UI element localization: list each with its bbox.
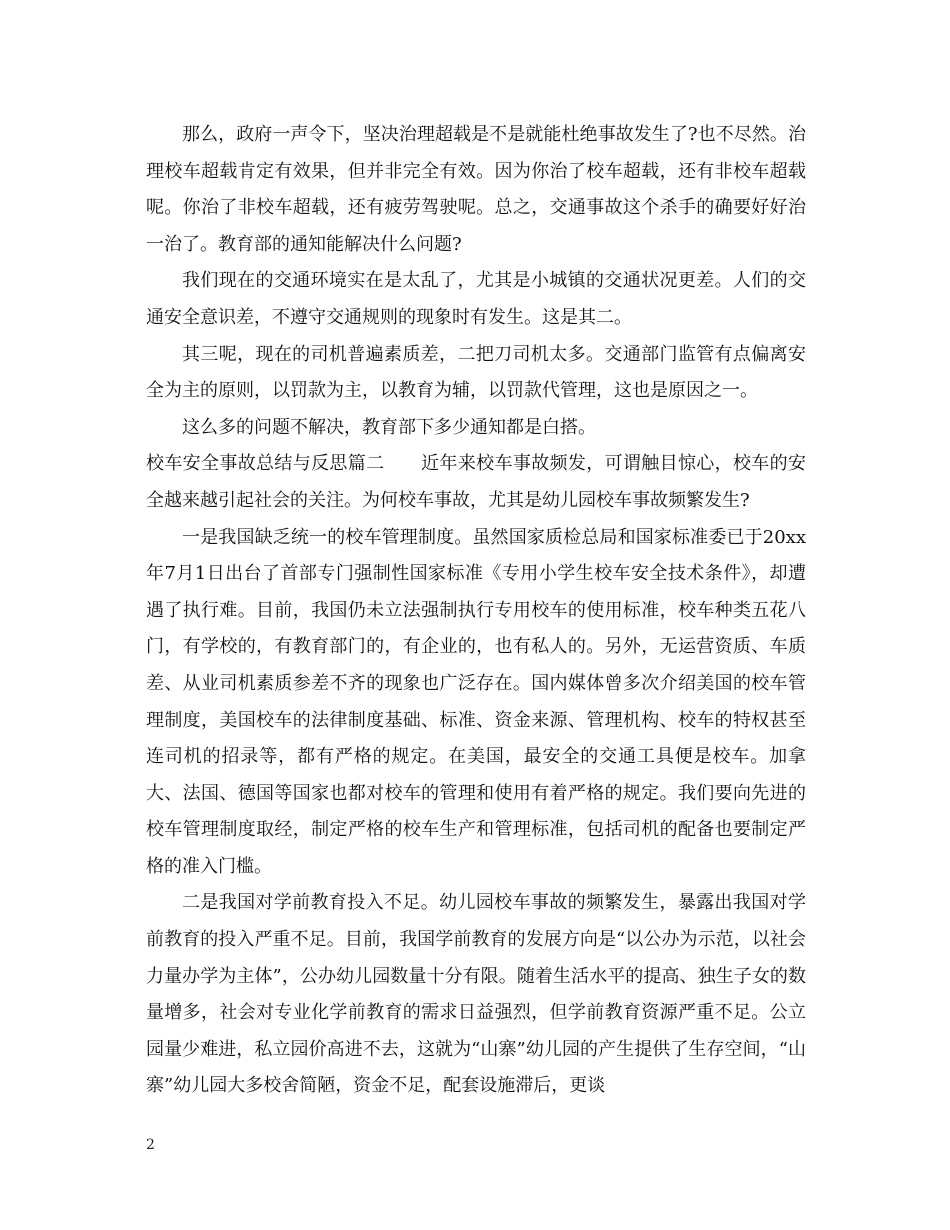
body-text bbox=[146, 117, 806, 1105]
paragraph-7: 二是我国对学前教育投入不足。幼儿园校车事故的频繁发生，暴露出我国对学前教育的投入严重不足。目前，我国学前教育的发展方向是“以公办为示范，以社会力量办学为主体”，公办幼儿园数量十分有限。随着生活水平的提高、独生子女的数量增多，社会对专业化学前教育的需求日益强烈，但学前教育资源严重不足。公立园量少难进，私立园价高进不去，这就为“山寨”幼儿园的产生提供了生存空间，“山寨”幼儿园大多校舍简陋，资金不足，配套设施滞后，更谈 bbox=[146, 892, 806, 1097]
paragraph-4: 这么多的问题不解决，教育部下多少通知都是白搭。 bbox=[182, 416, 596, 438]
paragraph-2: 我们现在的交通环境实在是太乱了，尤其是小城镇的交通状况更差。人们的交通安全意识差，不遵守交通规则的现象时有发生。这是其二。 bbox=[146, 270, 806, 328]
section-heading-paragraph: 校车安全事故总结与反思篇二 近年来校车事故频发，可谓触目惊心，校车的安全越来越引起社会的关注。为何校车事故，尤其是幼儿园校车事故频繁发生? bbox=[146, 453, 806, 511]
paragraph-1: 那么，政府一声令下，坚决治理超载是不是就能杜绝事故发生了?也不尽然。治理校车超载肯定有效果，但并非完全有效。因为你治了校车超载，还有非校车超载呢。你治了非校车超载，还有疲劳驾驶呢。总之，交通事故这个杀手的确要好好治一治了。教育部的通知能解决什么问题? bbox=[146, 124, 806, 255]
paragraph-3: 其三呢，现在的司机普遍素质差，二把刀司机太多。交通部门监管有点偏离安全为主的原则，以罚款为主，以教育为辅，以罚款代管理，这也是原因之一。 bbox=[146, 343, 806, 402]
paragraph-6: 一是我国缺乏统一的校车管理制度。虽然国家质检总局和国家标准委已于20xx年7月1日出台了首部专门强制性国家标准《专用小学生校车安全技术条件》，却遭遇了执行难。目前，我国仍未立法强制执行专用校车的使用标准，校车种类五花八门，有学校的，有教育部门的，有企业的，也有私人的。另外，无运营资质、车质差、从业司机素质参差不齐的现象也广泛存在。国内媒体曾多次介绍美国的校车管理制度，美国校车的法律制度基础、标准、资金来源、管理机构、校车的特权甚至连司机的招录等，都有严格的规定。在美国，最安全的交通工具便是校车。加拿大、法国、德国等国家也都对校车的管理和使用有着严格的规定。我们要向先进的校车管理制度取经，制定严格的校车生产和管理标准，包括司机的配备也要制定严格的准入门槛。 bbox=[146, 526, 806, 877]
page-number: 2 bbox=[146, 1137, 155, 1153]
